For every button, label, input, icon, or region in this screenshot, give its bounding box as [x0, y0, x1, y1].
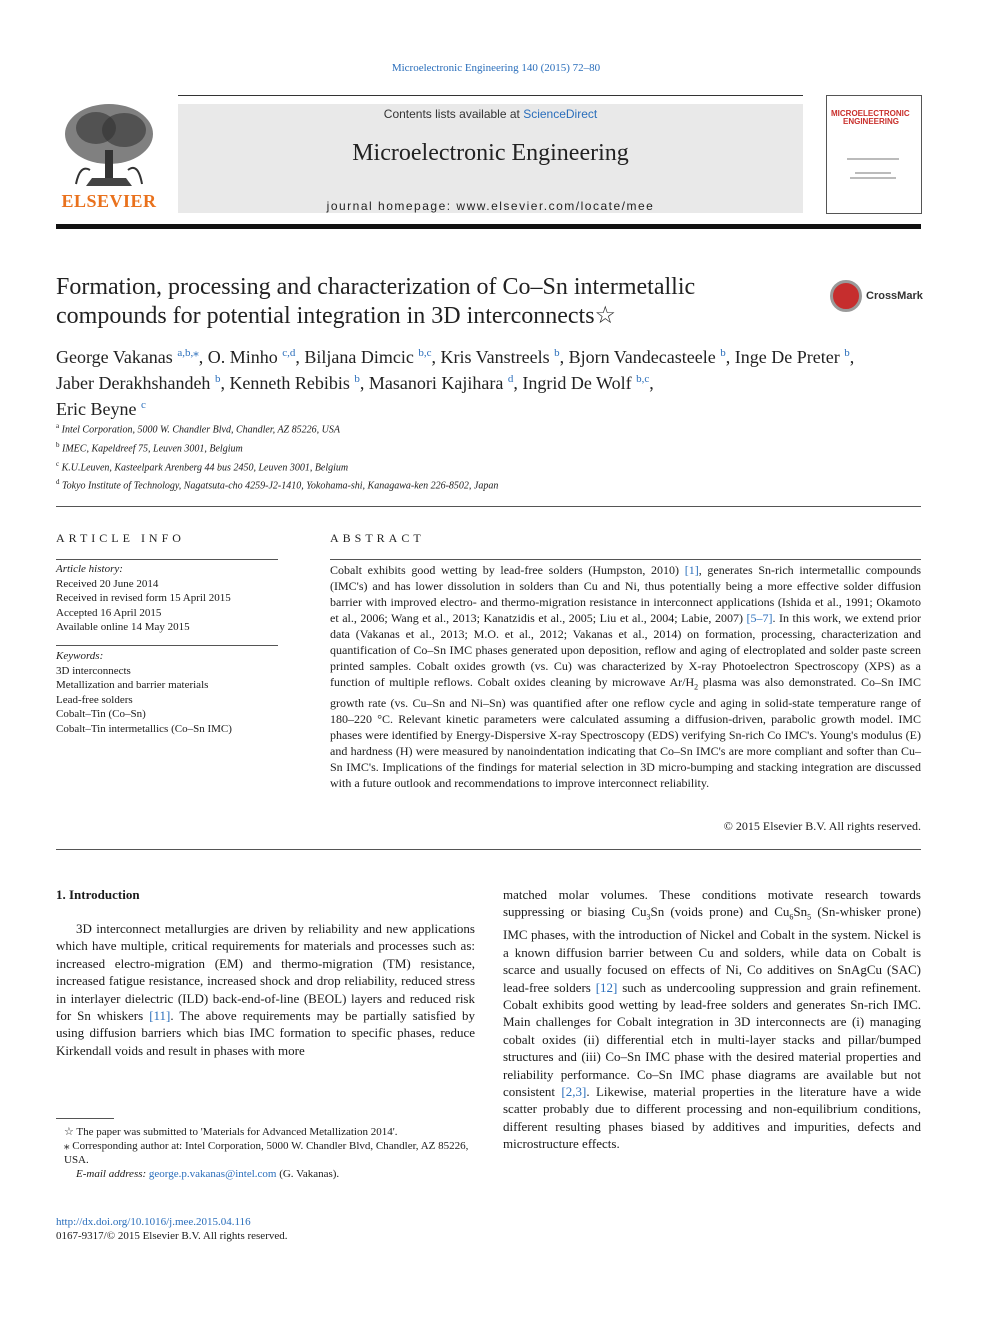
affiliation — [56, 419, 756, 438]
body-text: 3D interconnect metallurgies are driven by reliability and new applications which have multiple, critical requirements for materials and processes such as: increased electro-migration (EM) and thermo-migration (TM) resistance, increased fatigue resistance, increased shock and drop reliability, reduced stress in interlayer dielectric (ILD) back-end-of-line (BEOL) layers and reduced risk for Sn whiskers — [56, 921, 475, 1024]
author[interactable]: Kris Vanstreels — [440, 347, 550, 367]
author[interactable]: Biljana Dimcic — [304, 347, 414, 367]
issn-line: 0167-9317/© 2015 Elsevier B.V. All rights reserved. — [56, 1230, 288, 1242]
footnote-email — [56, 1167, 475, 1181]
body-text: (Sn-whisker prone) IMC phases, with the introduction of Nickel and Cobalt in the system. Nickel is a known diffusion barrier between Cu and solders, while data on Cobalt is scarce and usually focused on effects of Ni, Co additives on SnAgCu (SAC) lead-free solders — [503, 904, 921, 995]
keywords-label: Keywords: — [56, 650, 104, 662]
header-thick-rule — [56, 224, 921, 229]
keyword: Metallization and barrier materials — [56, 679, 209, 691]
history-item: Received 20 June 2014 — [56, 577, 159, 590]
affiliation-key: a — [56, 422, 60, 430]
abstract-copyright: © 2015 Elsevier B.V. All rights reserved. — [723, 819, 921, 833]
affiliation-key: d — [56, 478, 60, 487]
section-heading-introduction: 1. Introduction — [56, 887, 140, 902]
author-affil-sup[interactable]: c — [140, 399, 146, 411]
footnote-rule — [56, 1118, 114, 1119]
intro-right-column — [503, 886, 921, 1153]
elsevier-logo[interactable] — [56, 100, 162, 212]
citation-link[interactable]: [2,3] — [561, 1084, 587, 1100]
citation-link[interactable]: [12] — [595, 979, 618, 995]
author-affil-sup[interactable]: b — [844, 347, 850, 359]
body-text: such as undercooling suppression and grain refinement. Cobalt exhibits good wetting by lead-free solders and generates Sn-rich IMC. Main challenges for Cobalt integration in 3D interconnects are (i) managing cobalt oxides (ii) differential etch in multi-layer stacks and pillar/bumped structures and (iii) Co–Sn IMC phase with the desired material properties and reliability performance. Co–Sn IMC phase diagrams are available but not consistent — [503, 979, 921, 1100]
elsevier-wordmark: ELSEVIER — [61, 191, 157, 211]
affiliations — [56, 419, 756, 494]
journal-homepage — [178, 199, 803, 213]
article-title: Formation, processing and characterization of Co–Sn intermetallic compounds for potential integration in 3D interconnects☆ — [56, 274, 696, 329]
homepage-url-link[interactable]: www.elsevier.com/locate/mee — [456, 199, 655, 213]
affiliation-text: K.U.Leuven, Kasteelpark Arenberg 44 bus 2450, Leuven 3001, Belgium — [61, 461, 349, 473]
email-suffix: (G. Vakanas). — [276, 1168, 340, 1180]
affiliation — [56, 475, 756, 494]
abstract-part: , generates Sn-rich intermetallic compounds (IMC's) and has lower dissolution in solders than Cu and Ni, thus potentially being a more effective solder diffusion barrier with improved electro- and thermo-migration resistance in interconnect applications (Ishida et al., 1991; Okamoto et al., 2006; Wang et al., 2013; Kanatzidis et al., 2005; Liu et al., 2004; Labie, 2007) — [330, 563, 922, 625]
journal-reference[interactable]: Microelectronic Engineering 140 (2015) 72–80 — [391, 62, 601, 74]
author-affil-sup[interactable]: b — [214, 373, 221, 385]
header-top-rule — [178, 95, 803, 96]
abstract-rule — [330, 559, 921, 560]
info-rule — [56, 559, 278, 560]
subscript: 5 — [807, 913, 812, 922]
abstract-part: . In this work, we extend prior data (Vakanas et al., 2013; M.O. et al., 2012; Vakanas et al., 2014) on formation, processing, characterization and quantification of Co–Sn IMC phases generated upon deposition, reflow and aging of electroplated and solder paste screen printed samples. Cobalt oxides growth (vs. Cu) was characterized by X-ray Photoelectron Spectroscopy (XPS) as a function of multiple reflows. Cobalt oxides cleaning by microwave Ar/H — [330, 611, 921, 689]
contents-prefix: Contents lists available at — [383, 107, 524, 121]
abstract-part: Cobalt exhibits good wetting by lead-free solders (Humpston, 2010) — [330, 563, 685, 577]
info-rule — [56, 645, 278, 646]
author[interactable]: Jaber Derakhshandeh — [56, 373, 211, 393]
crossmark-label: CrossMark — [866, 290, 923, 302]
footnote-star: ☆ The paper was submitted to 'Materials for Advanced Metallization 2014'. — [64, 1126, 398, 1138]
subscript: 2 — [694, 682, 699, 692]
journal-cover-thumbnail[interactable] — [826, 95, 922, 214]
affiliation-text: Intel Corporation, 5000 W. Chandler Blvd, Chandler, AZ 85226, USA — [61, 424, 340, 436]
email-label: E-mail address: — [76, 1168, 149, 1180]
keyword: Lead-free solders — [56, 693, 133, 706]
elsevier-tree-icon — [56, 100, 162, 192]
author[interactable]: George Vakanas — [56, 347, 173, 367]
keyword: 3D interconnects — [56, 664, 131, 677]
author-affil-sup[interactable]: a,b,⁎ — [177, 347, 199, 359]
section-rule — [56, 849, 921, 850]
abstract-text — [330, 562, 921, 791]
affiliation-text: IMEC, Kapeldreef 75, Leuven 3001, Belgium — [62, 443, 243, 455]
author-affil-sup[interactable]: c,d — [282, 347, 296, 359]
footnotes — [56, 1125, 475, 1181]
keyword: Cobalt–Tin (Co–Sn) — [56, 708, 146, 720]
affiliation-key: b — [56, 440, 60, 449]
body-text: Sn — [793, 904, 808, 920]
author[interactable]: Masanori Kajihara — [368, 373, 504, 393]
journal-name: Microelectronic Engineering — [352, 140, 629, 166]
doi-block — [56, 1215, 476, 1243]
cover-title-line-2: ENGINEERING — [843, 117, 900, 126]
author[interactable]: Eric Beyne — [56, 399, 137, 419]
affiliation — [56, 438, 756, 457]
contents-line — [178, 107, 803, 121]
citation-link[interactable]: [1] — [684, 563, 699, 577]
author-affil-sup[interactable]: b,c — [636, 373, 650, 385]
citation-link[interactable]: [5–7] — [746, 611, 773, 625]
body-text: . The above requirements may be partially satisfied by using diffusion barriers which bias IMC formation to specific phases, reduce Kirkendall voids and result in phases with more — [56, 1008, 475, 1058]
homepage-prefix: journal homepage: — [326, 199, 457, 213]
author[interactable]: O. Minho — [207, 347, 278, 367]
author-affil-sup[interactable]: b — [554, 347, 560, 359]
section-rule — [56, 506, 921, 507]
intro-left-column — [56, 920, 475, 1059]
email-link[interactable]: george.p.vakanas@intel.com — [148, 1168, 277, 1180]
article-history — [56, 562, 278, 635]
body-text: matched molar volumes. These conditions motivate research towards suppressing or biasing Cu — [503, 887, 921, 920]
cover-title — [831, 110, 910, 126]
author-list: George Vakanas $^{a,b,⁎}$, O. Minho $^{c,d}$, Biljana Dimcic $^{b,c}$, Kris Vanstreels $^b$, Bjorn Vandecasteele $^b$, Inge De Preter $^b$, Jaber Derakhshandeh $^b$, Kenneth Rebibis $^b$, Masanori Kajihara $^d$, Ingrid De Wolf $^{b,c}$, Eric Beyne $^c$ — [56, 347, 855, 419]
author-affil-sup[interactable]: b — [354, 373, 360, 385]
body-text: Sn (voids prone) and Cu — [650, 904, 790, 920]
author[interactable]: Ingrid De Wolf — [522, 373, 632, 393]
footnote-corresponding: ⁎ Corresponding author at: Intel Corporation, 5000 W. Chandler Blvd, Chandler, AZ 85226, USA. — [64, 1140, 469, 1166]
author-affil-sup[interactable]: d — [507, 373, 514, 385]
cover-line — [850, 177, 896, 179]
author[interactable]: Bjorn Vandecasteele — [568, 347, 716, 367]
crossmark-badge[interactable] — [830, 280, 922, 314]
body-text: . Likewise, material properties in the literature have a wide scatter probably due to different processing and non-equilibrium conditions, different resulting phases biased by additives and impurities, defects and microstructure effects. — [503, 1084, 921, 1152]
subscript: 6 — [789, 913, 794, 922]
crossmark-icon — [830, 280, 862, 312]
journal-banner — [178, 104, 803, 213]
abstract-part: plasma was also demonstrated. Co–Sn IMC growth rate (vs. Cu–Sn and Ni–Sn) was quantified after one reflow cycle and aging in solid-state temperature range of 180–220 °C. Relevant kinetic parameters were calculated assuming a diffusion-driven, parabolic growth model. IMC phases were identified by Energy-Dispersive X-ray Spectroscopy (EDS) verifying Sn-rich Co IMC's. Young's modulus (E) and hardness (H) were measured by nanoindentation indicating that Co–Sn IMC's are more compliant and softer than Cu–Sn IMC's. Implications of the findings for material selection in 3D micro-bumping and stacking integration are discussed with a future outlook and recommendations to improve interconnect reliability. — [330, 675, 921, 791]
citation-link[interactable]: [11] — [149, 1008, 171, 1024]
sciencedirect-link[interactable]: ScienceDirect — [523, 107, 598, 121]
article-info-heading: ARTICLE INFO — [56, 531, 185, 545]
author-affil-sup[interactable]: b,c — [418, 347, 432, 359]
affiliation-text: Tokyo Institute of Technology, Nagatsuta-cho 4259-J2-1410, Yokohama-shi, Kanagawa-ken 226-8502, Japan — [62, 480, 499, 492]
cover-line — [855, 172, 891, 174]
subscript: 3 — [646, 913, 651, 922]
abstract-heading: ABSTRACT — [330, 531, 425, 545]
author[interactable]: Inge De Preter — [734, 347, 840, 367]
history-label: Article history: — [56, 563, 123, 575]
keyword: Cobalt–Tin intermetallics (Co–Sn IMC) — [56, 722, 232, 735]
author-affil-sup[interactable]: b — [720, 347, 726, 359]
history-item: Available online 14 May 2015 — [56, 621, 190, 633]
history-item: Received in revised form 15 April 2015 — [56, 592, 231, 604]
affiliation — [56, 457, 756, 476]
author[interactable]: Kenneth Rebibis — [229, 373, 350, 393]
cover-line — [847, 158, 899, 160]
doi-link[interactable]: http://dx.doi.org/10.1016/j.mee.2015.04.116 — [56, 1216, 251, 1228]
history-item: Accepted 16 April 2015 — [56, 606, 162, 619]
affiliation-key: c — [56, 459, 60, 468]
cover-title-line-1: MICROELECTRONIC — [831, 109, 910, 118]
keywords — [56, 649, 278, 736]
